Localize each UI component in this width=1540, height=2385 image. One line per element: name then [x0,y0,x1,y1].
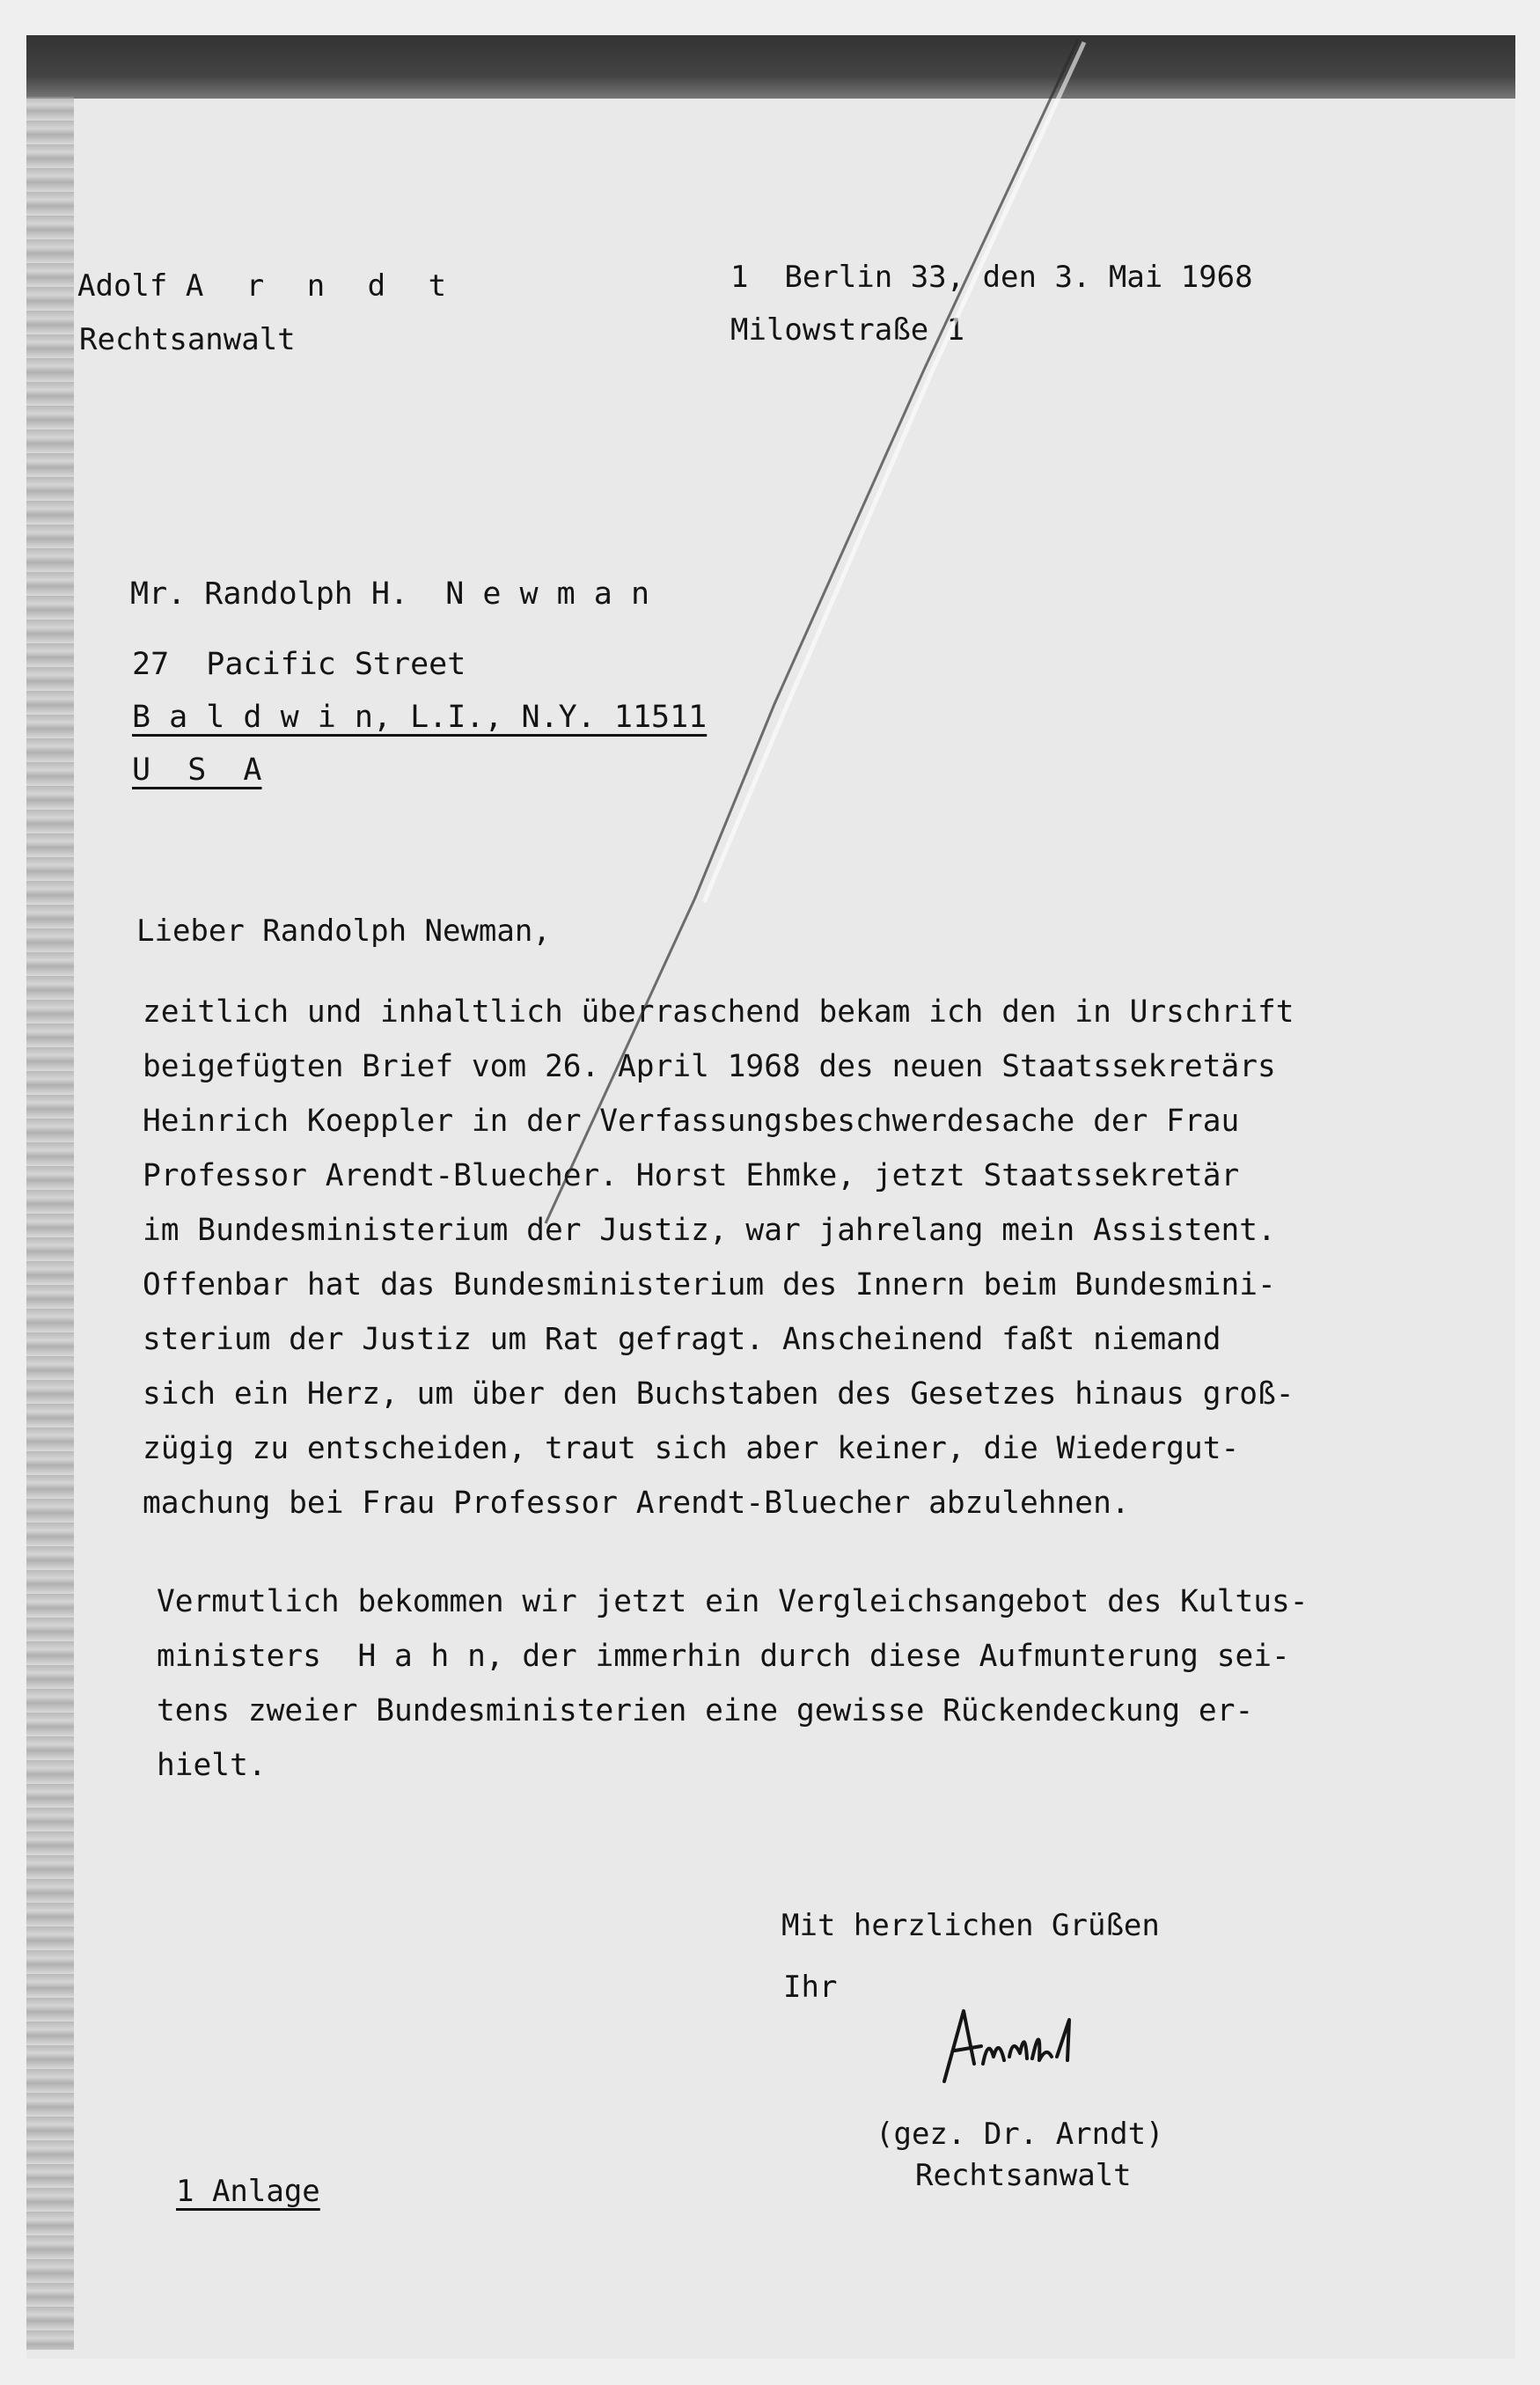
paragraph-line: tens zweier Bundesministerien eine gewisse Rückendeckung er- [157,1693,1254,1728]
paragraph-line: machung bei Frau Professor Arendt-Bluecher abzulehnen. [143,1486,1130,1521]
paragraph-line: zeitlich und inhaltlich überraschend bekam ich den in Urschrift [143,994,1294,1030]
paragraph-line: zügig zu entscheiden, traut sich aber keiner, die Wiedergut- [143,1431,1240,1466]
paragraph-line: Heinrich Koeppler in der Verfassungsbeschwerdesache der Frau [143,1104,1240,1139]
paragraph-line: sich ein Herz, um über den Buchstaben des Gesetzes hinaus groß- [143,1376,1294,1412]
recipient-city: B a l d w i n, L.I., N.Y. 11511 [132,700,708,735]
paragraph-line: Vermutlich bekommen wir jetzt ein Vergleichsangebot des Kultus- [157,1584,1309,1619]
street-address: Milowstraße 1 [730,312,965,348]
paragraph-line: Offenbar hat das Bundesministerium des Innern beim Bundesmini- [143,1267,1276,1303]
closing-greeting: Mit herzlichen Grüßen [781,1908,1160,1943]
paragraph-line: hielt. [157,1748,267,1783]
salutation: Lieber Randolph Newman, [136,914,551,949]
sender-title: Rechtsanwalt [79,322,296,357]
recipient-country: U S A [132,752,262,788]
recipient-name: Mr. Randolph H. N e w m a n [130,576,650,612]
paragraph-line: beigefügten Brief vom 26. April 1968 des neuen Staatssekretärs [143,1049,1276,1084]
paragraph-line: im Bundesministerium der Justiz, war jahrelang mein Assistent. [143,1213,1276,1248]
sender-first-name: Adolf [77,268,168,304]
signed-name: (gez. Dr. Arndt) [876,2117,1164,2152]
paragraph-line: Professor Arendt-Bluecher. Horst Ehmke, jetzt Staatssekretär [143,1158,1240,1193]
place-date: 1 Berlin 33, den 3. Mai 1968 [730,260,1253,295]
signed-title: Rechtsanwalt [915,2158,1132,2193]
paragraph-line: ministers H a h n, der immerhin durch diese Aufmunterung sei- [157,1639,1290,1674]
closing-ihr: Ihr [783,1970,838,2005]
recipient-street: 27 Pacific Street [132,647,466,682]
paragraph-line: sterium der Justiz um Rat gefragt. Anscheinend faßt niemand [143,1322,1221,1357]
sender-last-name: A r n d t [185,268,459,304]
enclosure-note: 1 Anlage [176,2174,320,2209]
